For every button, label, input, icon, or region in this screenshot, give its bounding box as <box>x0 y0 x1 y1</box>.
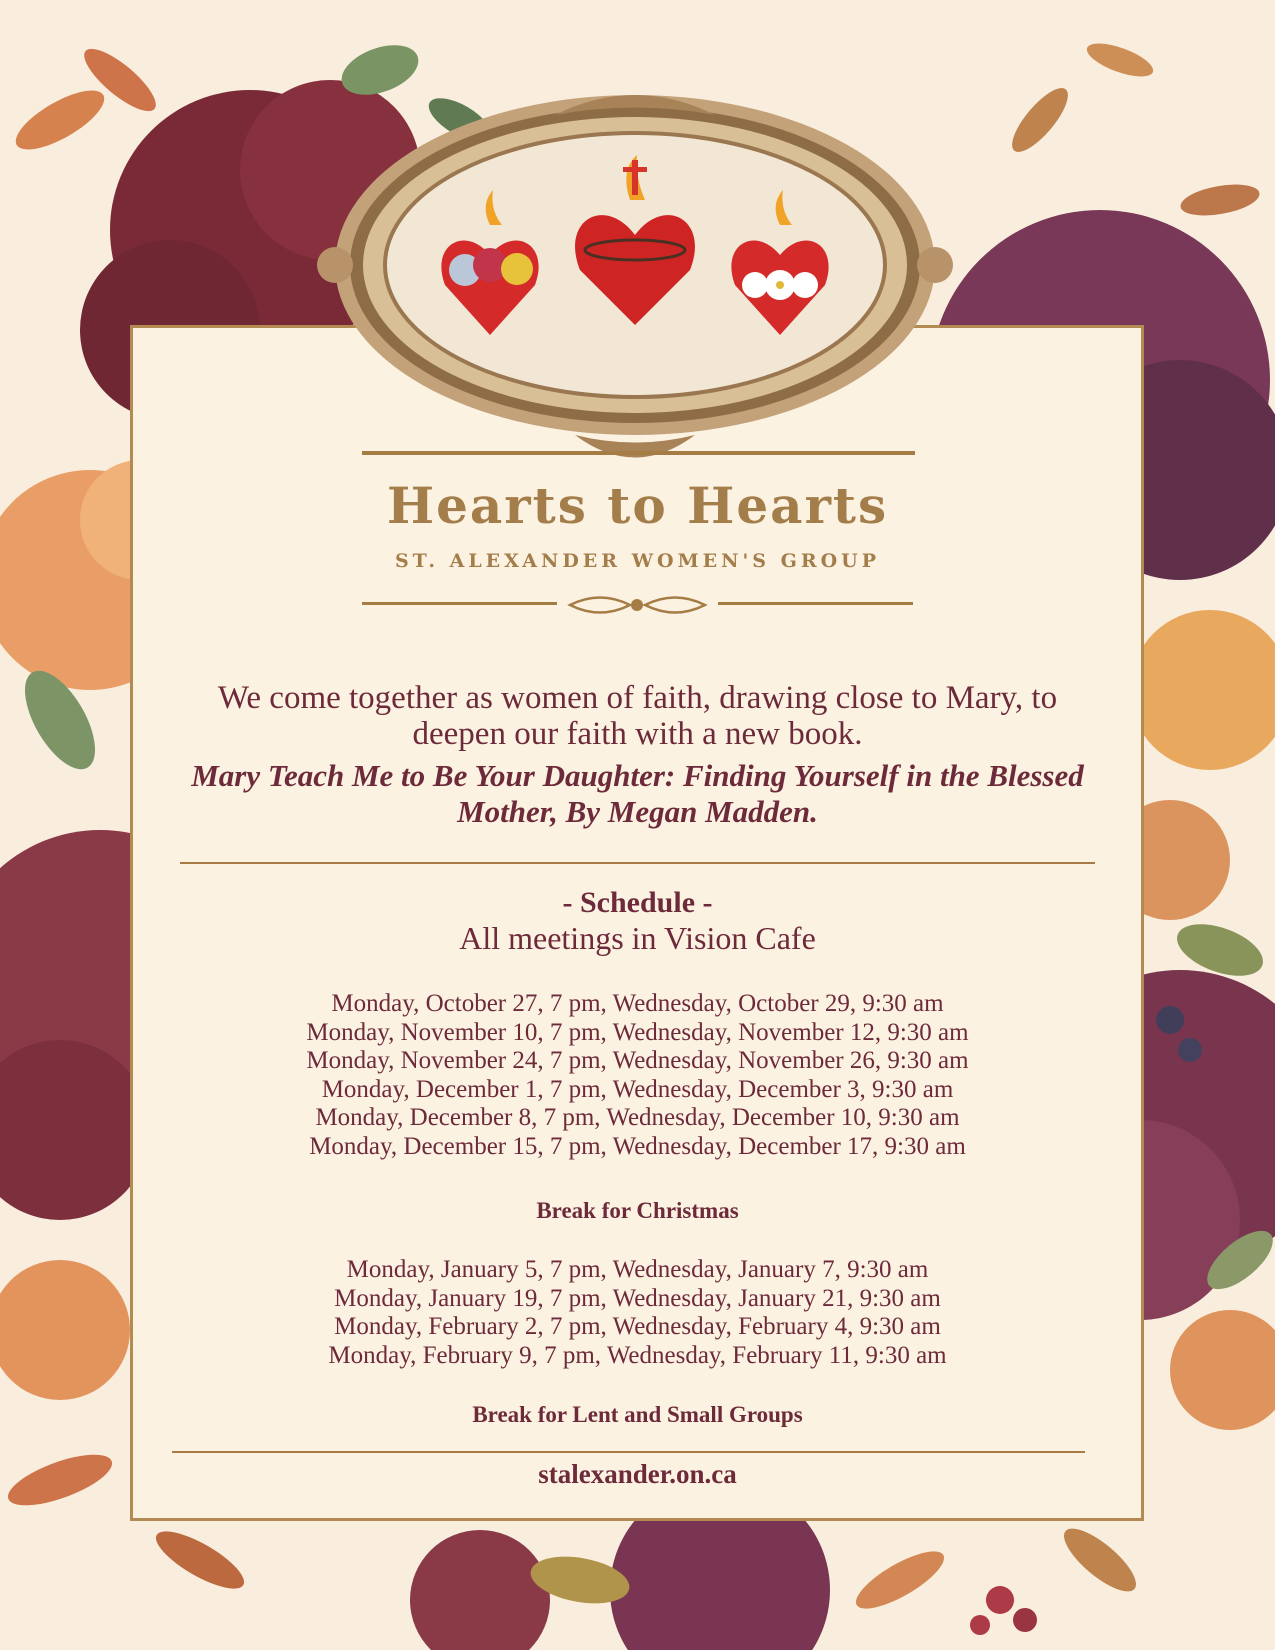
date-line: Monday, December 15, 7 pm, Wednesday, December 17, 9:30 am <box>309 1132 966 1160</box>
title-top-rule <box>362 451 915 455</box>
title-bottom-rule-right <box>718 602 913 605</box>
date-line: Monday, December 8, 7 pm, Wednesday, December 10, 9:30 am <box>315 1104 960 1131</box>
date-line: Monday, February 2, 7 pm, Wednesday, February 4, 9:30 am <box>334 1313 941 1340</box>
date-line: Monday, December 1, 7 pm, Wednesday, December 3, 9:30 am <box>321 1075 954 1103</box>
schedule-location: All meetings in Vision Cafe <box>459 920 816 956</box>
scroll-ornament-icon <box>560 590 715 620</box>
break-lent: Break for Lent and Small Groups <box>472 1402 803 1427</box>
intro-text: We come together as women of faith, drawing close to Mary, to deepen our faith with a new book. <box>217 680 1058 752</box>
title-bottom-rule-left <box>362 602 557 605</box>
website-link[interactable]: stalexander.on.ca <box>538 1459 737 1489</box>
date-line: Monday, February 9, 7 pm, Wednesday, February 11, 9:30 am <box>328 1341 947 1369</box>
schedule-heading: - Schedule - <box>562 886 713 919</box>
date-line: Monday, October 27, 7 pm, Wednesday, October 29, 9:30 am <box>331 990 944 1017</box>
date-line: Monday, November 24, 7 pm, Wednesday, November 26, 9:30 am <box>306 1047 969 1074</box>
date-line: Monday, November 10, 7 pm, Wednesday, November 12, 9:30 am <box>306 1018 969 1046</box>
divider-rule <box>180 862 1095 864</box>
footer-rule <box>172 1451 1085 1453</box>
break-christmas: Break for Christmas <box>536 1198 739 1223</box>
flyer-title: Hearts to Hearts <box>386 476 889 535</box>
book-title: Mary Teach Me to Be Your Daughter: Finding Yourself in the Blessed Mother, By Megan Madden. <box>191 758 1084 829</box>
date-line: Monday, January 5, 7 pm, Wednesday, January 7, 9:30 am <box>346 1256 929 1283</box>
flyer-subtitle: ST. ALEXANDER WOMEN'S GROUP <box>394 550 881 572</box>
fall-dates-list <box>0 990 1275 1161</box>
ornate-oval-frame <box>305 85 965 480</box>
date-line: Monday, January 19, 7 pm, Wednesday, January 21, 9:30 am <box>334 1284 941 1312</box>
winter-dates-list <box>0 1256 1275 1370</box>
